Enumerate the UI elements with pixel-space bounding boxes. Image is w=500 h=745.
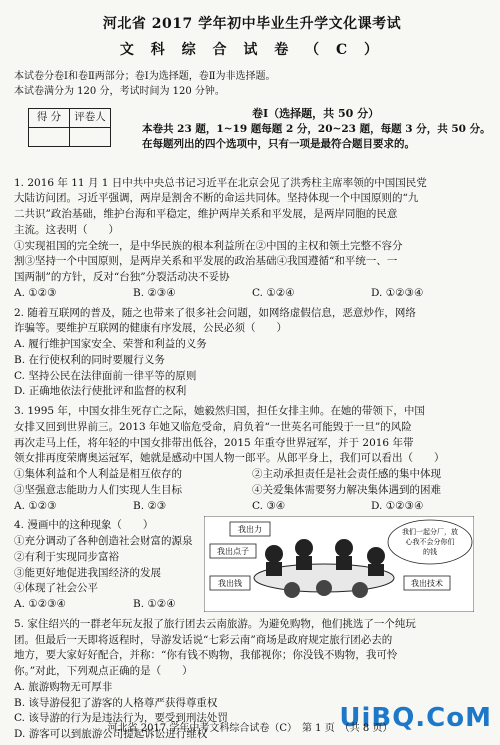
question-text: 1. 2016 年 11 月 1 日中共中央总书记习近平在北京会见了洪秀柱主席率领的中国国民党 — [14, 176, 427, 189]
label-labor: 我出力 — [238, 525, 262, 535]
statement: ①集体利益和个人利益是相互依存的 — [14, 468, 182, 481]
question-text: 你。”对此，下列观点正确的是（ ） — [14, 665, 193, 678]
question-text: 3. 1995 年，中国女排生死存亡之际，她毅然归国，担任女排主帅。在她的带领下，中国 — [14, 405, 425, 418]
question-text: 领女排再度荣膺奥运冠军，她就是感动中国人物一郎平。从郎平身上，我们可以看出（ ） — [14, 452, 445, 465]
option-d[interactable]: D. 游客可以到旅游公司提起诉讼进行维权 — [14, 728, 208, 741]
exam-notes — [14, 69, 490, 100]
question-4 — [14, 518, 490, 613]
note-line: 本试卷分卷Ⅰ和卷Ⅱ两部分；卷Ⅰ为选择题，卷Ⅱ为非选择题。 — [14, 70, 276, 82]
question-text: 再次走马上任，将年轻的中国女排带出低谷，2015 年重夺世界冠军，并于 2016 年带 — [14, 436, 414, 449]
cartoon-illustration — [204, 516, 474, 612]
option-a[interactable]: A. ①②③ — [14, 499, 57, 512]
statement: ③坚强意志能助力人们实现人生目标 — [14, 483, 182, 496]
statement: 国两制”的方针，反对“台独”分裂活动决不妥协 — [14, 271, 230, 284]
statement-list — [14, 534, 224, 597]
speech-line: 我们一起分厂，放 — [402, 528, 458, 537]
option-b[interactable]: B. 该导游侵犯了游客的人格尊严获得尊重权 — [14, 696, 218, 709]
option-row — [14, 286, 490, 302]
statement: ②主动承担责任是社会责任感的集中体现 — [252, 468, 441, 481]
statement: ②有利于实现同步富裕 — [14, 550, 119, 563]
paper-subtitle: 文 科 综 合 试 卷 （ C ） — [119, 42, 385, 59]
question-1 — [14, 176, 490, 302]
option-a[interactable]: A. ①②③④ — [14, 598, 66, 611]
question-text: 大陆访问团。习近平强调，两岸是割舍不断的命运共同体。坚持体现一个中国原则的“九 — [14, 192, 419, 205]
question-text: 主流。这表明（ ） — [14, 223, 119, 236]
question-text: 二共识”政治基础，维护台海和平稳定，维护两岸关系和平发展，是两岸同胞的民意 — [14, 208, 398, 221]
exam-title: 河北省 2017 学年初中毕业生升学文化课考试 — [102, 16, 402, 32]
option-b[interactable]: B. 在行使权利的同时要履行义务 — [14, 353, 165, 366]
statement: ③能更好地促进我国经济的发展 — [14, 566, 161, 579]
speech-line: 的钱 — [423, 548, 437, 557]
label-ideas: 我出点子 — [217, 547, 249, 557]
option-b[interactable]: B. ②③④ — [133, 286, 176, 299]
question-text: 5. 家住绍兴的一群老年玩友报了旅行团去云南旅游。为避免购物，他们挑选了一个纯玩 — [14, 617, 416, 630]
grader-cell — [70, 127, 111, 146]
statement: 割③坚持一个中国原则，是两岸关系和平发展的政治基础④我国遵循“和平统一、一 — [14, 255, 398, 268]
statement: ①实现祖国的完全统一，是中华民族的根本利益所在②中国的主权和领土完整不容分 — [14, 239, 403, 252]
label-technology: 我出技术 — [411, 579, 443, 589]
score-header: 得 分 — [29, 108, 70, 127]
option-b[interactable]: B. ②③ — [133, 499, 167, 512]
option-d[interactable]: D. ①②③④ — [371, 286, 424, 299]
instruction-line: 在每题列出的四个选项中，只有一项是最符合题目要求的。 — [142, 137, 415, 150]
question-text: 诈骗等。要维护互联网的健康有序发展，公民必须（ ） — [14, 322, 287, 335]
option-c[interactable]: C. ③④ — [252, 499, 286, 512]
speech-line: 心我不会分你们 — [405, 538, 455, 547]
watermark-logo: UiBQ.CoM — [339, 703, 492, 733]
option-d[interactable]: D. 正确地依法行使批评和监督的权利 — [14, 385, 187, 398]
statement-row — [14, 483, 490, 499]
question-text: 地方，要大家好好配合，并称：“你有钱不购物，我郁视你；你没钱不购物，我可怜 — [14, 649, 398, 662]
question-2 — [14, 306, 490, 401]
section-heading: 卷Ⅰ（选择题，共 50 分） — [252, 106, 380, 120]
question-text: 团。但最后一天即将返程时，导游发话说“七彩云南”商场是政府规定旅行团必去的 — [14, 633, 393, 646]
grader-header: 评卷人 — [70, 108, 111, 127]
option-c[interactable]: C. ①②④ — [252, 286, 295, 299]
option-b[interactable]: B. ①②④ — [133, 598, 176, 611]
score-section — [14, 106, 490, 172]
page-footer: 河北省 2017 学年中考文科综合试卷（C） 第 1 页 （共 8 页） — [107, 723, 393, 734]
section-instructions — [142, 122, 492, 152]
statement: ④体现了社会公平 — [14, 582, 98, 595]
question-text: 2. 随着互联网的普及，随之也带来了很多社会问题，如网络虚假信息，恶意炒作，网络 — [14, 306, 416, 319]
question-text: 女排又回到世界前三。2013 年她又临危受命，肩负着“一世英名可能毁于一旦”的风险 — [14, 420, 412, 433]
option-c[interactable]: C. 该导游的行为是违法行为，要受到刑法处罚 — [14, 712, 228, 725]
statement: ④关爱集体需要努力解决集体遇到的困难 — [252, 483, 441, 496]
option-c[interactable]: C. 坚持公民在法律面前一律平等的原则 — [14, 369, 197, 382]
score-box — [28, 108, 111, 147]
note-line: 本试卷满分为 120 分，考试时间为 120 分钟。 — [14, 86, 225, 98]
option-a[interactable]: A. 履行维护国家安全、荣誉和利益的义务 — [14, 338, 207, 351]
option-d[interactable]: D. ①②③④ — [371, 499, 424, 512]
statement-row — [14, 467, 490, 483]
option-row — [14, 499, 490, 515]
statement: ①充分调动了各种创造社会财富的源泉 — [14, 535, 193, 548]
instruction-line: 本卷共 23 题，1~19 题每题 2 分，20~23 题，每题 3 分，共 50 分。 — [142, 122, 491, 135]
score-cell — [29, 127, 70, 146]
option-a[interactable]: A. 旅游购物无可厚非 — [14, 680, 113, 693]
option-a[interactable]: A. ①②③ — [14, 286, 57, 299]
question-text: 4. 漫画中的这种现象（ ） — [14, 519, 154, 532]
label-money: 我出钱 — [218, 579, 242, 589]
question-3 — [14, 404, 490, 514]
